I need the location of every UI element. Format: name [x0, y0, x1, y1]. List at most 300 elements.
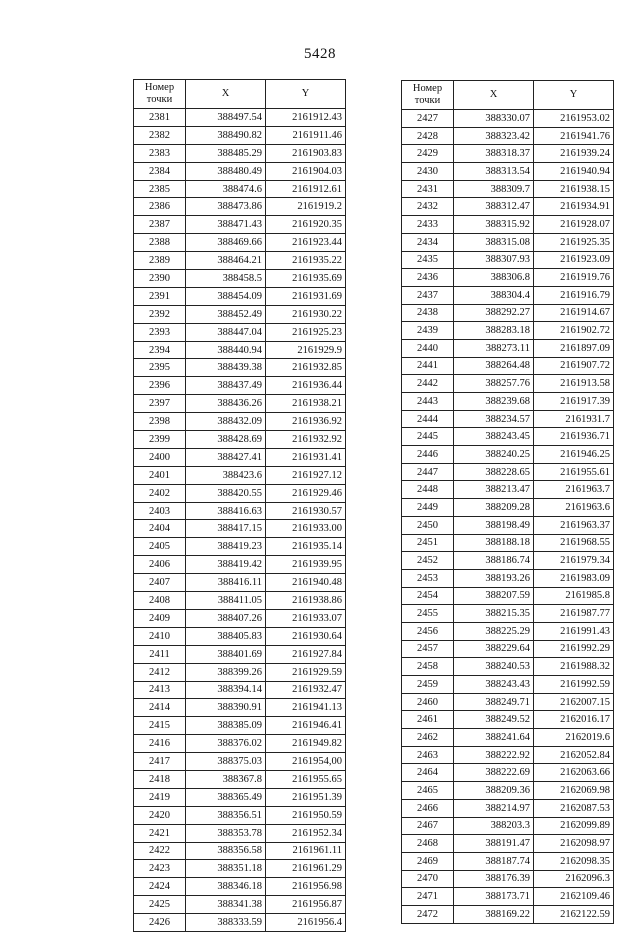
y-cell: 2161930.57 — [266, 502, 346, 520]
y-cell: 2161923.44 — [266, 234, 346, 252]
y-cell: 2162016.17 — [534, 711, 614, 729]
x-cell: 388193.26 — [454, 569, 534, 587]
x-cell: 388473.86 — [186, 198, 266, 216]
y-cell: 2161946.25 — [534, 446, 614, 464]
x-cell: 388454.09 — [186, 287, 266, 305]
table-row — [134, 502, 346, 520]
y-cell: 2161913.58 — [534, 375, 614, 393]
y-cell: 2161914.67 — [534, 304, 614, 322]
table-row — [134, 663, 346, 681]
y-cell: 2161927.84 — [266, 645, 346, 663]
point-number-cell: 2400 — [134, 448, 186, 466]
point-number-cell: 2426 — [134, 914, 186, 932]
point-number-cell: 2472 — [402, 905, 454, 923]
x-cell: 388423.6 — [186, 466, 266, 484]
table-row — [134, 770, 346, 788]
x-cell: 388239.68 — [454, 393, 534, 411]
point-number-cell: 2398 — [134, 413, 186, 431]
table-row — [134, 323, 346, 341]
x-cell: 388416.11 — [186, 574, 266, 592]
table-row — [402, 180, 614, 198]
y-cell: 2162109.46 — [534, 888, 614, 906]
table-row — [402, 198, 614, 216]
point-number-cell: 2460 — [402, 693, 454, 711]
point-number-cell: 2455 — [402, 605, 454, 623]
x-cell: 388241.64 — [454, 729, 534, 747]
point-number-cell: 2401 — [134, 466, 186, 484]
y-cell: 2161935.22 — [266, 252, 346, 270]
x-cell: 388240.25 — [454, 446, 534, 464]
y-cell: 2161920.35 — [266, 216, 346, 234]
x-cell: 388346.18 — [186, 878, 266, 896]
y-cell: 2161939.95 — [266, 556, 346, 574]
table-header-row — [134, 80, 346, 109]
x-cell: 388367.8 — [186, 770, 266, 788]
point-number-cell: 2435 — [402, 251, 454, 269]
table-row — [134, 717, 346, 735]
y-cell: 2161932.85 — [266, 359, 346, 377]
x-cell: 388330.07 — [454, 110, 534, 128]
y-cell: 2161952.34 — [266, 824, 346, 842]
y-cell: 2161927.12 — [266, 466, 346, 484]
x-cell: 388390.91 — [186, 699, 266, 717]
x-cell: 388222.69 — [454, 764, 534, 782]
y-cell: 2161936.71 — [534, 428, 614, 446]
x-cell: 388313.54 — [454, 163, 534, 181]
table-row — [402, 410, 614, 428]
point-number-cell: 2424 — [134, 878, 186, 896]
x-cell: 388480.49 — [186, 162, 266, 180]
x-cell: 388432.09 — [186, 413, 266, 431]
table-row — [402, 870, 614, 888]
table-row — [134, 520, 346, 538]
point-number-cell: 2414 — [134, 699, 186, 717]
y-cell: 2162063.66 — [534, 764, 614, 782]
y-cell: 2161939.24 — [534, 145, 614, 163]
point-number-cell: 2465 — [402, 782, 454, 800]
y-cell: 2161934.91 — [534, 198, 614, 216]
table-row — [402, 428, 614, 446]
table-row — [402, 304, 614, 322]
y-cell: 2161955.65 — [266, 770, 346, 788]
x-cell: 388471.43 — [186, 216, 266, 234]
point-number-cell: 2469 — [402, 852, 454, 870]
y-cell: 2161931.69 — [266, 287, 346, 305]
table-row — [134, 824, 346, 842]
y-cell: 2161925.35 — [534, 233, 614, 251]
y-cell: 2161933.00 — [266, 520, 346, 538]
point-number-cell: 2438 — [402, 304, 454, 322]
point-number-cell: 2416 — [134, 735, 186, 753]
x-cell: 388353.78 — [186, 824, 266, 842]
x-cell: 388213.47 — [454, 481, 534, 499]
y-cell: 2161949.82 — [266, 735, 346, 753]
y-cell: 2161930.22 — [266, 305, 346, 323]
point-number-cell: 2409 — [134, 609, 186, 627]
point-number-cell: 2433 — [402, 216, 454, 234]
x-cell: 388411.05 — [186, 592, 266, 610]
table-row — [402, 110, 614, 128]
table-row — [134, 216, 346, 234]
y-cell: 2161963.37 — [534, 516, 614, 534]
table-row — [134, 556, 346, 574]
x-cell: 388333.59 — [186, 914, 266, 932]
header-x: X — [186, 80, 266, 109]
x-cell: 388376.02 — [186, 735, 266, 753]
y-cell: 2161954,00 — [266, 753, 346, 771]
x-cell: 388394.14 — [186, 681, 266, 699]
y-cell: 2161935.14 — [266, 538, 346, 556]
point-number-cell: 2462 — [402, 729, 454, 747]
x-cell: 388419.23 — [186, 538, 266, 556]
y-cell: 2161941.13 — [266, 699, 346, 717]
x-cell: 388309.7 — [454, 180, 534, 198]
point-number-cell: 2412 — [134, 663, 186, 681]
x-cell: 388437.49 — [186, 377, 266, 395]
x-cell: 388222.92 — [454, 746, 534, 764]
table-row — [134, 448, 346, 466]
x-cell: 388249.52 — [454, 711, 534, 729]
point-number-cell: 2419 — [134, 788, 186, 806]
point-number-cell: 2415 — [134, 717, 186, 735]
x-cell: 388173.71 — [454, 888, 534, 906]
x-cell: 388440.94 — [186, 341, 266, 359]
x-cell: 388307.93 — [454, 251, 534, 269]
y-cell: 2161963.7 — [534, 481, 614, 499]
y-cell: 2161940.48 — [266, 574, 346, 592]
y-cell: 2161941.76 — [534, 127, 614, 145]
y-cell: 2161929.9 — [266, 341, 346, 359]
point-number-cell: 2406 — [134, 556, 186, 574]
x-cell: 388187.74 — [454, 852, 534, 870]
table-row — [134, 860, 346, 878]
table-row — [402, 852, 614, 870]
point-number-cell: 2392 — [134, 305, 186, 323]
point-number-cell: 2405 — [134, 538, 186, 556]
y-cell: 2161940.94 — [534, 163, 614, 181]
table-row — [402, 145, 614, 163]
table-row — [134, 806, 346, 824]
y-cell: 2161929.46 — [266, 484, 346, 502]
table-row — [134, 198, 346, 216]
x-cell: 388323.42 — [454, 127, 534, 145]
x-cell: 388399.26 — [186, 663, 266, 681]
x-cell: 388243.43 — [454, 676, 534, 694]
table-row — [402, 622, 614, 640]
header-x: X — [454, 81, 534, 110]
y-cell: 2162007.15 — [534, 693, 614, 711]
y-cell: 2161932.92 — [266, 431, 346, 449]
point-number-cell: 2457 — [402, 640, 454, 658]
x-cell: 388427.41 — [186, 448, 266, 466]
x-cell: 388356.51 — [186, 806, 266, 824]
y-cell: 2161912.61 — [266, 180, 346, 198]
y-cell: 2161961.29 — [266, 860, 346, 878]
point-number-cell: 2464 — [402, 764, 454, 782]
y-cell: 2161907.72 — [534, 357, 614, 375]
x-cell: 388273.11 — [454, 339, 534, 357]
x-cell: 388225.29 — [454, 622, 534, 640]
x-cell: 388351.18 — [186, 860, 266, 878]
x-cell: 388447.04 — [186, 323, 266, 341]
table-row — [402, 587, 614, 605]
point-number-cell: 2444 — [402, 410, 454, 428]
x-cell: 388191.47 — [454, 835, 534, 853]
table-row — [134, 484, 346, 502]
x-cell: 388283.18 — [454, 322, 534, 340]
table-row — [134, 842, 346, 860]
table-row — [402, 693, 614, 711]
x-cell: 388228.65 — [454, 463, 534, 481]
y-cell: 2161985.8 — [534, 587, 614, 605]
table-row — [402, 481, 614, 499]
point-number-cell: 2450 — [402, 516, 454, 534]
point-number-cell: 2381 — [134, 109, 186, 127]
table-row — [402, 357, 614, 375]
point-number-cell: 2408 — [134, 592, 186, 610]
point-number-cell: 2453 — [402, 569, 454, 587]
table-row — [402, 782, 614, 800]
point-number-cell: 2445 — [402, 428, 454, 446]
x-cell: 388229.64 — [454, 640, 534, 658]
point-number-cell: 2468 — [402, 835, 454, 853]
point-number-cell: 2428 — [402, 127, 454, 145]
point-number-cell: 2454 — [402, 587, 454, 605]
x-cell: 388209.36 — [454, 782, 534, 800]
table-row — [402, 375, 614, 393]
table-row — [134, 341, 346, 359]
y-cell: 2161936.92 — [266, 413, 346, 431]
point-number-cell: 2388 — [134, 234, 186, 252]
x-cell: 388469.66 — [186, 234, 266, 252]
y-cell: 2161983.09 — [534, 569, 614, 587]
table-row — [402, 764, 614, 782]
point-number-cell: 2423 — [134, 860, 186, 878]
table-row — [402, 835, 614, 853]
point-number-cell: 2441 — [402, 357, 454, 375]
y-cell: 2161987.77 — [534, 605, 614, 623]
x-cell: 388240.53 — [454, 658, 534, 676]
table-row — [134, 627, 346, 645]
point-number-cell: 2410 — [134, 627, 186, 645]
point-number-cell: 2448 — [402, 481, 454, 499]
table-row — [402, 233, 614, 251]
y-cell: 2161930.64 — [266, 627, 346, 645]
table-row — [402, 163, 614, 181]
table-row — [134, 162, 346, 180]
table-header-row — [402, 81, 614, 110]
header-point-number-line1: Номер — [412, 83, 443, 94]
x-cell: 388315.08 — [454, 233, 534, 251]
point-number-cell: 2395 — [134, 359, 186, 377]
table-row — [134, 431, 346, 449]
y-cell: 2162052.84 — [534, 746, 614, 764]
table-row — [134, 878, 346, 896]
y-cell: 2161938.21 — [266, 395, 346, 413]
x-cell: 388416.63 — [186, 502, 266, 520]
y-cell: 2162098.97 — [534, 835, 614, 853]
table-row — [402, 605, 614, 623]
table-row — [402, 446, 614, 464]
table-row — [134, 413, 346, 431]
x-cell: 388169.22 — [454, 905, 534, 923]
table-row — [402, 905, 614, 923]
x-cell: 388490.82 — [186, 126, 266, 144]
x-cell: 388186.74 — [454, 552, 534, 570]
y-cell: 2161992.29 — [534, 640, 614, 658]
x-cell: 388452.49 — [186, 305, 266, 323]
y-cell: 2161919.2 — [266, 198, 346, 216]
table-row — [134, 699, 346, 717]
point-number-cell: 2389 — [134, 252, 186, 270]
x-cell: 388209.28 — [454, 499, 534, 517]
y-cell: 2161923.09 — [534, 251, 614, 269]
x-cell: 388264.48 — [454, 357, 534, 375]
x-cell: 388420.55 — [186, 484, 266, 502]
point-number-cell: 2390 — [134, 270, 186, 288]
y-cell: 2161955.61 — [534, 463, 614, 481]
y-cell: 2161950.59 — [266, 806, 346, 824]
table-row — [134, 126, 346, 144]
x-cell: 388464.21 — [186, 252, 266, 270]
x-cell: 388207.59 — [454, 587, 534, 605]
table-row — [134, 735, 346, 753]
x-cell: 388214.97 — [454, 799, 534, 817]
table-row — [134, 645, 346, 663]
y-cell: 2161968.55 — [534, 534, 614, 552]
point-number-cell: 2427 — [402, 110, 454, 128]
point-number-cell: 2386 — [134, 198, 186, 216]
table-row — [134, 252, 346, 270]
y-cell: 2161938.15 — [534, 180, 614, 198]
x-cell: 388436.26 — [186, 395, 266, 413]
y-cell: 2161902.72 — [534, 322, 614, 340]
x-cell: 388234.57 — [454, 410, 534, 428]
table-row — [134, 538, 346, 556]
point-number-cell: 2452 — [402, 552, 454, 570]
table-row — [402, 640, 614, 658]
point-number-cell: 2442 — [402, 375, 454, 393]
point-number-cell: 2396 — [134, 377, 186, 395]
y-cell: 2162019.6 — [534, 729, 614, 747]
point-number-cell: 2391 — [134, 287, 186, 305]
table-row — [134, 305, 346, 323]
point-number-cell: 2421 — [134, 824, 186, 842]
y-cell: 2161938.86 — [266, 592, 346, 610]
x-cell: 388318.37 — [454, 145, 534, 163]
x-cell: 388203.3 — [454, 817, 534, 835]
point-number-cell: 2440 — [402, 339, 454, 357]
y-cell: 2161903.83 — [266, 144, 346, 162]
x-cell: 388417.15 — [186, 520, 266, 538]
header-point-number-line1: Номер — [144, 82, 175, 93]
table-row — [402, 499, 614, 517]
point-number-cell: 2420 — [134, 806, 186, 824]
table-row — [402, 711, 614, 729]
x-cell: 388485.29 — [186, 144, 266, 162]
table-row — [402, 127, 614, 145]
table-row — [402, 286, 614, 304]
y-cell: 2161979.34 — [534, 552, 614, 570]
table-row — [134, 609, 346, 627]
y-cell: 2161935.69 — [266, 270, 346, 288]
header-point-number-line2: точки — [146, 94, 173, 105]
point-number-cell: 2430 — [402, 163, 454, 181]
x-cell: 388198.49 — [454, 516, 534, 534]
x-cell: 388356.58 — [186, 842, 266, 860]
y-cell: 2161919.76 — [534, 269, 614, 287]
table-row — [402, 729, 614, 747]
point-number-cell: 2431 — [402, 180, 454, 198]
header-y: Y — [534, 81, 614, 110]
y-cell: 2161956.4 — [266, 914, 346, 932]
point-number-cell: 2456 — [402, 622, 454, 640]
point-number-cell: 2403 — [134, 502, 186, 520]
table-row — [134, 466, 346, 484]
table-row — [402, 251, 614, 269]
y-cell: 2162122.59 — [534, 905, 614, 923]
x-cell: 388385.09 — [186, 717, 266, 735]
point-number-cell: 2383 — [134, 144, 186, 162]
point-number-cell: 2432 — [402, 198, 454, 216]
point-number-cell: 2449 — [402, 499, 454, 517]
page-number: 5428 — [304, 46, 336, 62]
point-number-cell: 2437 — [402, 286, 454, 304]
y-cell: 2161904.03 — [266, 162, 346, 180]
table-row — [402, 658, 614, 676]
table-row — [402, 322, 614, 340]
point-number-cell: 2467 — [402, 817, 454, 835]
table-row — [134, 753, 346, 771]
table-row — [134, 144, 346, 162]
y-cell: 2161988.32 — [534, 658, 614, 676]
x-cell: 388474.6 — [186, 180, 266, 198]
header-point-number — [402, 81, 454, 110]
point-number-cell: 2429 — [402, 145, 454, 163]
x-cell: 388497.54 — [186, 109, 266, 127]
table-row — [402, 676, 614, 694]
y-cell: 2162087.53 — [534, 799, 614, 817]
point-number-cell: 2394 — [134, 341, 186, 359]
point-number-cell: 2399 — [134, 431, 186, 449]
point-number-cell: 2404 — [134, 520, 186, 538]
header-y: Y — [266, 80, 346, 109]
header-point-number-line2: точки — [414, 95, 441, 106]
y-cell: 2161963.6 — [534, 499, 614, 517]
table-row — [134, 788, 346, 806]
point-number-cell: 2393 — [134, 323, 186, 341]
table-row — [402, 269, 614, 287]
y-cell: 2161917.39 — [534, 393, 614, 411]
point-number-cell: 2470 — [402, 870, 454, 888]
y-cell: 2161931.7 — [534, 410, 614, 428]
point-number-cell: 2397 — [134, 395, 186, 413]
coordinates-table-left — [133, 79, 346, 932]
table-row — [402, 888, 614, 906]
table-row — [402, 516, 614, 534]
x-cell: 388176.39 — [454, 870, 534, 888]
y-cell: 2161928.07 — [534, 216, 614, 234]
point-number-cell: 2436 — [402, 269, 454, 287]
table-row — [134, 395, 346, 413]
y-cell: 2162099.89 — [534, 817, 614, 835]
y-cell: 2161953.02 — [534, 110, 614, 128]
table-row — [134, 914, 346, 932]
x-cell: 388407.26 — [186, 609, 266, 627]
point-number-cell: 2451 — [402, 534, 454, 552]
x-cell: 388292.27 — [454, 304, 534, 322]
x-cell: 388215.35 — [454, 605, 534, 623]
